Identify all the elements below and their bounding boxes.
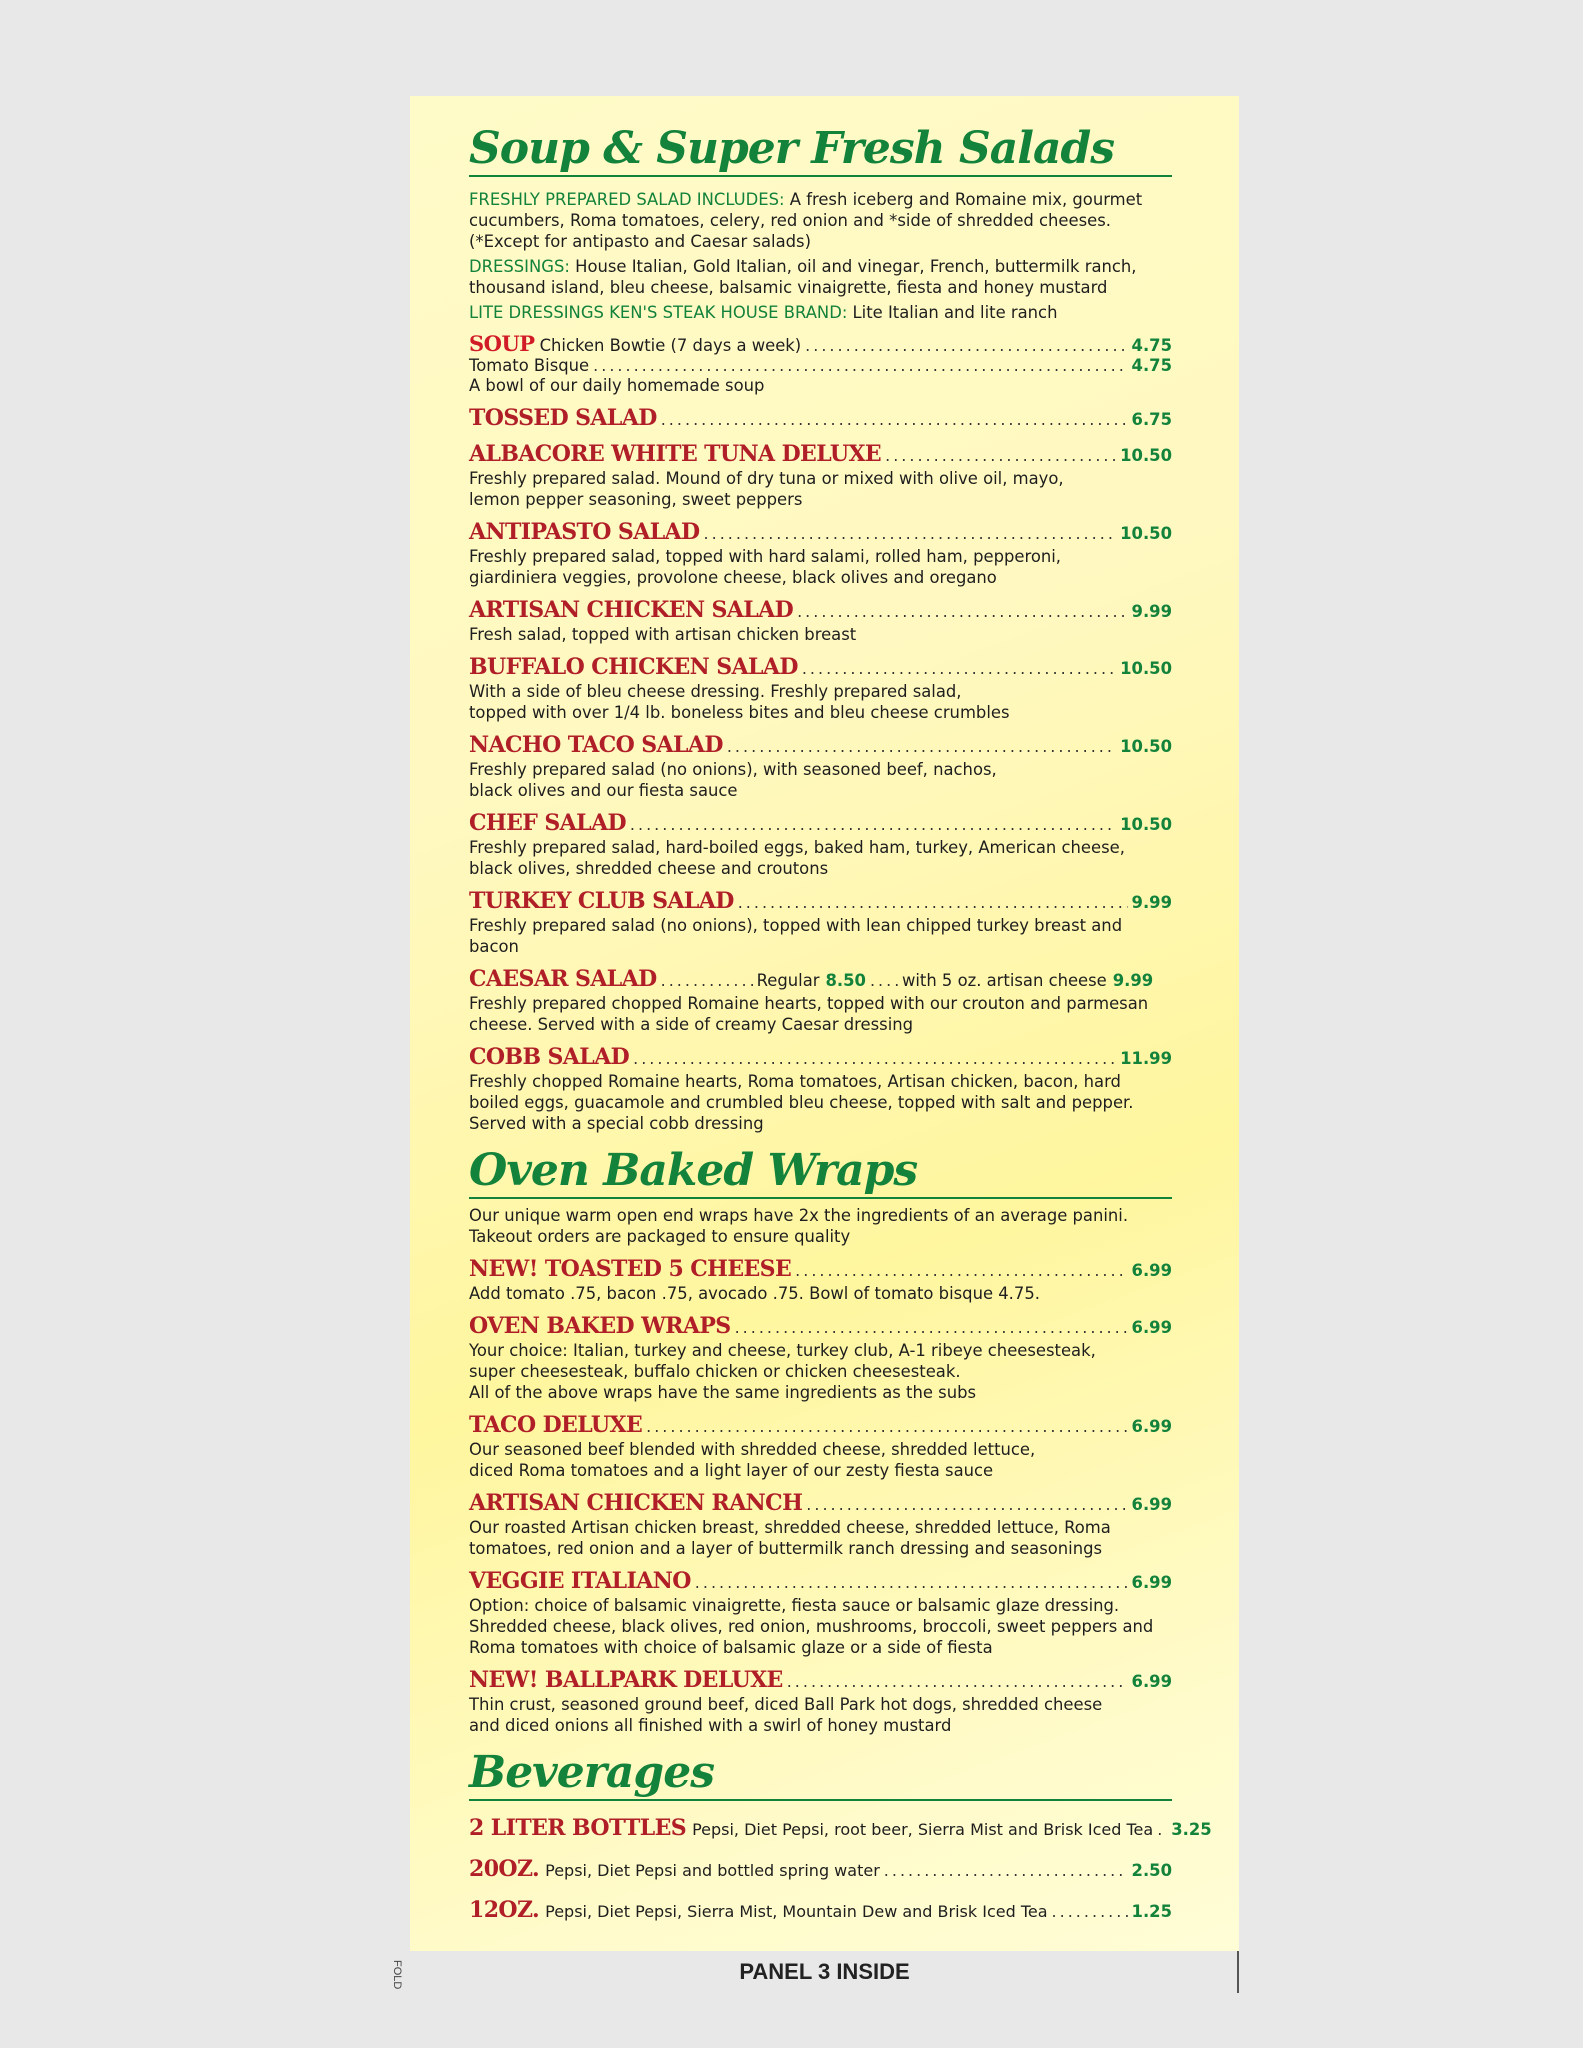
item-name: TURKEY CLUB SALAD <box>469 888 734 914</box>
menu-item <box>469 1312 1172 1403</box>
item-description: Shredded cheese, black olives, red onion, mushrooms, broccoli, sweet peppers and <box>469 1617 1154 1636</box>
item-price: 10.50 <box>1120 659 1172 678</box>
menu-item <box>469 1255 1172 1304</box>
section-title-beverages: Beverages <box>469 1748 1172 1801</box>
item-description: Freshly prepared salad (no onions), with seasoned beef, nachos, <box>469 760 997 779</box>
intro-lite-dressings: LITE DRESSINGS KEN'S STEAK HOUSE BRAND: Lite Italian and lite ranch <box>469 303 1058 322</box>
item-description: Roma tomatoes with choice of balsamic glaze or a side of fiesta <box>469 1638 993 1657</box>
item-description: Freshly prepared salad, hard-boiled eggs, baked ham, turkey, American cheese, <box>469 838 1125 857</box>
item-name: ANTIPASTO SALAD <box>469 519 700 545</box>
section-title-salads: Soup & Super Fresh Salads <box>469 124 1172 177</box>
menu-item <box>469 596 1172 645</box>
item-name: COBB SALAD <box>469 1044 630 1070</box>
menu-item <box>469 1411 1172 1481</box>
item-name: ARTISAN CHICKEN SALAD <box>469 597 794 623</box>
soup-item-name: Chicken Bowtie (7 days a week) <box>539 336 802 355</box>
menu-content <box>469 123 1212 1924</box>
item-description: Freshly chopped Romaine hearts, Roma tomatoes, Artisan chicken, bacon, hard <box>469 1072 1121 1091</box>
wrap-items-list <box>469 1255 1172 1736</box>
item-description: Freshly prepared chopped Romaine hearts, topped with our crouton and parmesan <box>469 994 1149 1013</box>
menu-item <box>469 404 1172 432</box>
item-price: 10.50 <box>1120 737 1172 756</box>
menu-item-cobb <box>469 1043 1172 1134</box>
item-name: NEW! TOASTED 5 CHEESE <box>469 1256 792 1282</box>
item-description: black olives and our fiesta sauce <box>469 781 738 800</box>
beverage-name: 20OZ. <box>469 1856 540 1882</box>
item-description: A bowl of our daily homemade soup <box>469 376 765 395</box>
item-description: and diced onions all finished with a swirl of honey mustard <box>469 1716 952 1735</box>
salad-items-list <box>469 404 1172 957</box>
item-price: 6.99 <box>1131 1261 1172 1280</box>
salads-intro <box>469 189 1172 323</box>
beverage-description: Pepsi, Diet Pepsi, Sierra Mist, Mountain Dew and Brisk Iced Tea <box>545 1902 1048 1921</box>
item-description: With a side of bleu cheese dressing. Freshly prepared salad, <box>469 682 962 701</box>
item-price: 9.99 <box>1131 602 1172 621</box>
item-description: black olives, shredded cheese and croutons <box>469 859 829 878</box>
item-price: 6.75 <box>1131 410 1172 429</box>
beverage-item <box>469 1896 1172 1924</box>
item-price: 6.99 <box>1131 1672 1172 1691</box>
item-price: 10.50 <box>1120 446 1172 465</box>
item-description: cheese. Served with a side of creamy Caesar dressing <box>469 1015 914 1034</box>
item-price: 6.99 <box>1131 1495 1172 1514</box>
item-price: 10.50 <box>1120 815 1172 834</box>
item-name: BUFFALO CHICKEN SALAD <box>469 654 798 680</box>
item-description: Freshly prepared salad. Mound of dry tuna or mixed with olive oil, mayo, <box>469 469 1064 488</box>
beverage-name: 2 LITER BOTTLES <box>469 1815 687 1841</box>
item-description: super cheesesteak, buffalo chicken or chicken cheesesteak. <box>469 1362 961 1381</box>
beverage-description: Pepsi, Diet Pepsi, root beer, Sierra Mist and Brisk Iced Tea <box>692 1820 1154 1839</box>
footer-divider <box>1237 1951 1239 1993</box>
menu-item <box>469 887 1172 957</box>
beverage-item <box>469 1855 1172 1883</box>
menu-item <box>469 518 1172 588</box>
item-description: Option: choice of balsamic vinaigrette, fiesta sauce or balsamic glaze dressing. <box>469 1596 1120 1615</box>
item-description: Thin crust, seasoned ground beef, diced Ball Park hot dogs, shredded cheese <box>469 1695 1103 1714</box>
wraps-intro: Our unique warm open end wraps have 2x the ingredients of an average panini. <box>469 1206 1129 1225</box>
item-name: TACO DELUXE <box>469 1412 643 1438</box>
item-name: NEW! BALLPARK DELUXE <box>469 1667 783 1693</box>
item-price: 1.25 <box>1131 1902 1172 1921</box>
item-description: All of the above wraps have the same ingredients as the subs <box>469 1383 977 1402</box>
item-description: Served with a special cobb dressing <box>469 1114 764 1133</box>
menu-item <box>469 653 1172 723</box>
caesar-regular-label: Regular <box>756 971 820 990</box>
menu-item <box>469 1567 1172 1658</box>
item-description: Add tomato .75, bacon .75, avocado .75. Bowl of tomato bisque 4.75. <box>469 1284 1040 1303</box>
item-description: topped with over 1/4 lb. boneless bites and bleu cheese crumbles <box>469 703 1010 722</box>
caesar-large-label: with 5 oz. artisan cheese <box>901 971 1107 990</box>
soup-item-name: Tomato Bisque <box>469 356 590 375</box>
item-name: ALBACORE WHITE TUNA DELUXE <box>469 441 882 467</box>
item-price: 4.75 <box>1131 356 1172 375</box>
item-description: Your choice: Italian, turkey and cheese, turkey club, A-1 ribeye cheesesteak, <box>469 1341 1096 1360</box>
beverage-item <box>469 1814 1212 1842</box>
beverage-items-list <box>469 1814 1212 1924</box>
section-title-wraps: Oven Baked Wraps <box>469 1146 1172 1199</box>
item-name: ARTISAN CHICKEN RANCH <box>469 1490 803 1516</box>
item-price: 2.50 <box>1131 1861 1172 1880</box>
menu-item <box>469 731 1172 801</box>
item-description: diced Roma tomatoes and a light layer of our zesty fiesta sauce <box>469 1461 994 1480</box>
item-price: 3.25 <box>1171 1820 1212 1839</box>
item-description: Our roasted Artisan chicken breast, shredded cheese, shredded lettuce, Roma <box>469 1518 1111 1537</box>
beverage-name: 12OZ. <box>469 1897 540 1923</box>
item-price: 6.99 <box>1131 1318 1172 1337</box>
item-description: tomatoes, red onion and a layer of buttermilk ranch dressing and seasonings <box>469 1539 1103 1558</box>
menu-item <box>469 809 1172 879</box>
panel-label: PANEL 3 INSIDE <box>739 1959 910 1984</box>
menu-item-soup <box>469 331 1172 396</box>
intro-includes: FRESHLY PREPARED SALAD INCLUDES: A fresh iceberg and Romaine mix, gourmet cucumbers, Roma tomatoes, celery, red onion and *side of shredded cheeses. (*Except for antipasto and Caesar salads) <box>469 190 1143 251</box>
item-price: 9.99 <box>1131 893 1172 912</box>
item-price: 6.99 <box>1131 1573 1172 1592</box>
menu-item-caesar <box>469 965 1172 1035</box>
menu-item <box>469 440 1172 510</box>
fold-label: FOLD <box>391 1960 403 1990</box>
item-name: CAESAR SALAD <box>469 966 657 992</box>
item-price: 11.99 <box>1120 1049 1172 1068</box>
item-description: giardiniera veggies, provolone cheese, black olives and oregano <box>469 568 997 587</box>
caesar-large-price: 9.99 <box>1112 971 1154 990</box>
item-price: 6.99 <box>1131 1417 1172 1436</box>
item-price: 10.50 <box>1120 524 1172 543</box>
beverage-description: Pepsi, Diet Pepsi and bottled spring water <box>545 1861 880 1880</box>
soup-label: SOUP <box>469 331 535 356</box>
item-description: Our seasoned beef blended with shredded cheese, shredded lettuce, <box>469 1440 1036 1459</box>
item-description: Freshly prepared salad (no onions), topped with lean chipped turkey breast and bacon <box>469 916 1123 956</box>
item-description: boiled eggs, guacamole and crumbled bleu cheese, topped with salt and pepper. <box>469 1093 1134 1112</box>
wraps-intro: Takeout orders are packaged to ensure quality <box>469 1227 851 1246</box>
item-name: CHEF SALAD <box>469 810 626 836</box>
menu-item <box>469 1666 1172 1736</box>
item-name: NACHO TACO SALAD <box>469 732 723 758</box>
menu-item <box>469 1489 1172 1559</box>
item-name: VEGGIE ITALIANO <box>469 1568 691 1594</box>
menu-panel <box>410 96 1239 1951</box>
item-price: 4.75 <box>1131 336 1172 355</box>
item-description: lemon pepper seasoning, sweet peppers <box>469 490 803 509</box>
caesar-regular-price: 8.50 <box>825 971 866 990</box>
intro-dressings: DRESSINGS: House Italian, Gold Italian, oil and vinegar, French, buttermilk ranch, thousand island, bleu cheese, balsamic vinaigrette, fiesta and honey mustard <box>469 257 1137 297</box>
item-name: TOSSED SALAD <box>469 405 657 431</box>
item-description: Fresh salad, topped with artisan chicken breast <box>469 625 857 644</box>
item-description: Freshly prepared salad, topped with hard salami, rolled ham, pepperoni, <box>469 547 1062 566</box>
item-name: OVEN BAKED WRAPS <box>469 1313 731 1339</box>
